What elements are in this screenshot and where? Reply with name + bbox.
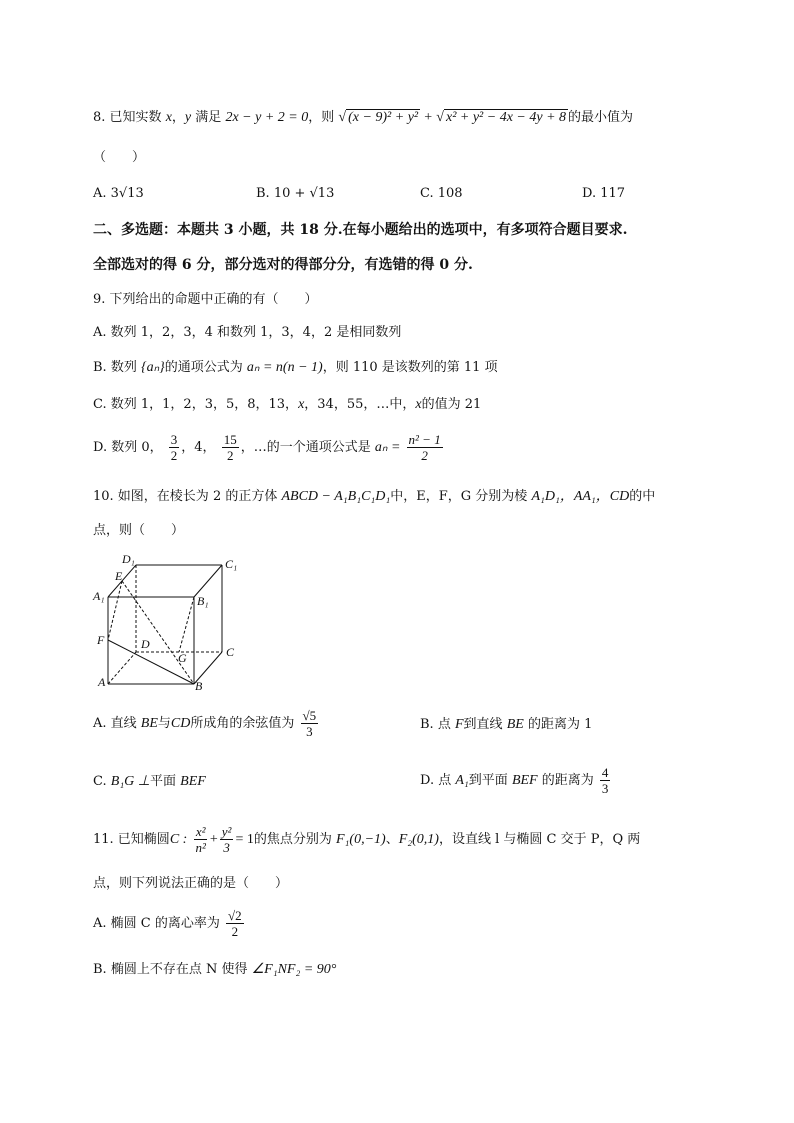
q10-a-num: √5	[302, 708, 317, 723]
q8-expr2: x² + y² − 4x − 4y + 8	[445, 110, 567, 125]
label-a: A	[98, 675, 106, 689]
q8-var-y: y	[184, 110, 192, 125]
q11-pre: 11. 已知椭圆	[93, 832, 170, 847]
q9-d-frac2	[222, 432, 239, 463]
q10-a-frac	[301, 708, 319, 739]
label-a1: A₁	[93, 589, 105, 603]
q11-frac1	[193, 824, 207, 855]
label-f: F	[97, 633, 105, 647]
q9-stem: 9. 下列给出的命题中正确的有（ ）	[93, 292, 318, 307]
q9-b-mid: 的通项公式为	[164, 360, 243, 375]
q9-option-b	[93, 358, 498, 378]
q8-stem-post: 的最小值为	[568, 110, 634, 125]
q10-d-frac	[600, 765, 611, 796]
q9-d-frac1-num: 3	[170, 432, 178, 447]
q10-d-pre: D. 点	[420, 773, 452, 788]
q10-b-mid: 到直线	[463, 717, 503, 732]
q10-edges: A₁D₁，AA₁，CD	[531, 489, 630, 504]
q10-a-den: 3	[306, 724, 313, 739]
q10-option-b	[420, 715, 592, 735]
q11-option-a	[93, 906, 246, 942]
q8-stem	[93, 108, 633, 128]
q9-c-post: 的值为 21	[421, 397, 482, 412]
q11-a-num: √2	[228, 908, 242, 923]
q9-d-frac3-num: n² − 1	[408, 432, 441, 447]
cube-diagram	[88, 552, 258, 702]
q8-option-a: A. 3√13	[93, 186, 144, 201]
q10-stem-line2: 点，则（ ）	[93, 523, 185, 538]
q8-sqrt1: √ (x − 9)² + y²	[338, 110, 419, 125]
q9-c-pre: C. 数列 1，1，2，3，5，8，13，	[93, 397, 299, 412]
q9-d-frac2-num: 15	[223, 432, 237, 447]
edge-b1c1	[194, 565, 222, 597]
label-b1: B₁	[197, 594, 209, 608]
segment-be	[122, 581, 194, 684]
q10-a-and: 与	[157, 716, 171, 731]
q11-b-expr: ∠F₁NF₂ = 90°	[251, 962, 337, 977]
q9-d-mid2: ，…的一个通项公式是	[240, 440, 371, 455]
q11-eq: = 1	[235, 832, 254, 847]
q10-d-post: 的距离为	[541, 773, 594, 788]
q8-option-d: D. 117	[582, 186, 626, 201]
q10-a-be: BE	[140, 716, 158, 731]
q9-c-x: x	[298, 397, 305, 412]
q9-d-pre: D. 数列 0，	[93, 440, 163, 455]
q11-frac2	[220, 824, 234, 855]
q8-option-b: B. 10 + √13	[256, 186, 335, 201]
q9-c-mid: ，34，55，…中，	[304, 397, 416, 412]
segment-ef	[108, 581, 122, 640]
q10-d-num: 4	[601, 765, 609, 780]
label-b: B	[195, 679, 203, 693]
q10-a-pre: A. 直线	[93, 716, 137, 731]
segment-b1g	[179, 597, 194, 652]
q11-post: ，设直线 l 与椭圆 C 交于 P，Q 两	[438, 832, 641, 847]
q11-a-den: 2	[231, 924, 239, 939]
section-heading-2: 全部选对的得 6 分，部分选对的得部分分，有选错的得 0 分.	[93, 257, 473, 273]
q10-c-plane: BEF	[180, 774, 206, 789]
q11-option-b	[93, 960, 336, 980]
q9-c-x2: x	[415, 397, 422, 412]
q10-c-expr: B₁G ⊥	[110, 774, 150, 789]
q9-option-a: A. 数列 1，2，3，4 和数列 1，3，4，2 是相同数列	[93, 325, 402, 340]
q11-plus: +	[209, 832, 218, 847]
q10-a-cd: CD	[170, 716, 191, 731]
q10-option-c	[93, 772, 206, 792]
q9-d-an: aₙ =	[374, 440, 401, 455]
q9-option-c	[93, 395, 481, 415]
q11-f2: F₂(0,1)	[398, 832, 439, 847]
q9-d-frac3	[407, 432, 443, 463]
q11-frac2-den: 3	[223, 840, 230, 855]
q8-plus: +	[424, 110, 433, 125]
q10-d-den: 3	[601, 781, 609, 796]
q10-d-plane: BEF	[511, 773, 538, 788]
q8-comma: ，	[171, 110, 185, 125]
q11-frac2-num: y²	[221, 824, 232, 839]
q9-b-pre: B. 数列	[93, 360, 137, 375]
q11-sep: 、	[385, 832, 399, 847]
q11-stem-line1	[93, 822, 640, 858]
q11-c: C :	[169, 832, 188, 847]
label-g: G	[178, 651, 187, 665]
q10-d-pt: A₁	[455, 773, 469, 788]
q8-paren: （ ）	[93, 150, 146, 165]
q10-b-f: F	[454, 717, 464, 732]
q9-b-formula: aₙ = n(n − 1)	[246, 360, 323, 375]
q10-d-mid: 到平面	[468, 773, 508, 788]
q9-b-seq: {aₙ}	[140, 360, 165, 375]
label-d: D	[141, 637, 150, 651]
label-e: E	[115, 569, 123, 583]
q10-pre: 10. 如图，在棱长为 2 的正方体	[93, 489, 278, 504]
q8-expr1: (x − 9)² + y²	[348, 110, 419, 125]
q8-condition: 2x − y + 2 = 0	[225, 110, 309, 125]
q9-d-frac3-den: 2	[421, 448, 428, 463]
q10-c-pre: C.	[93, 774, 107, 789]
q8-stem-text: 8. 已知实数	[93, 110, 162, 125]
q11-a-pre: A. 椭圆 C 的离心率为	[93, 916, 220, 931]
q10-a-post: 所成角的余弦值为	[190, 716, 295, 731]
q11-f1: F₁(0,−1)	[336, 832, 386, 847]
q11-b-pre: B. 椭圆上不存在点 N 使得	[93, 962, 248, 977]
q10-option-d	[420, 763, 612, 799]
q8-sqrt2: √ x² + y² − 4x − 4y + 8	[436, 110, 567, 125]
q9-d-frac1	[169, 432, 180, 463]
q10-stem-line1	[93, 487, 655, 507]
q11-frac1-den: n²	[195, 840, 206, 855]
q10-b-post: 的距离为 1	[527, 717, 593, 732]
q8-var-x: x	[165, 110, 172, 125]
label-c: C	[226, 645, 235, 659]
q11-a-frac	[226, 908, 244, 939]
q9-d-frac2-den: 2	[226, 448, 234, 463]
q10-mid: 中，E，F，G 分别为棱	[390, 489, 528, 504]
q9-b-post: ，则 110 是该数列的第 11 项	[322, 360, 498, 375]
q10-cube: ABCD − A₁B₁C₁D₁	[281, 489, 391, 504]
q9-option-d	[93, 430, 445, 466]
section-heading-1: 二、多选题：本题共 3 小题，共 18 分.在每小题给出的选项中，有多项符合题目要求.	[93, 222, 628, 238]
label-c1: C₁	[225, 557, 238, 571]
q9-d-frac1-den: 2	[170, 448, 178, 463]
q11-mid: 的焦点分别为	[253, 832, 332, 847]
q10-post: 的中	[629, 489, 656, 504]
q8-cond-label: 满足	[195, 110, 222, 125]
q8-then: ，则	[308, 110, 335, 125]
q10-b-pre: B. 点	[420, 717, 451, 732]
label-d1: D₁	[122, 552, 135, 566]
q10-c-mid: 平面	[150, 774, 177, 789]
q11-stem-line2: 点，则下列说法正确的是（ ）	[93, 876, 289, 891]
edge-ad-hidden	[108, 652, 136, 684]
q11-frac1-num: x²	[195, 824, 206, 839]
q8-option-c: C. 108	[420, 186, 463, 201]
q10-b-be: BE	[506, 717, 524, 732]
q10-option-a	[93, 706, 320, 742]
q9-d-mid1: ，4，	[181, 440, 216, 455]
